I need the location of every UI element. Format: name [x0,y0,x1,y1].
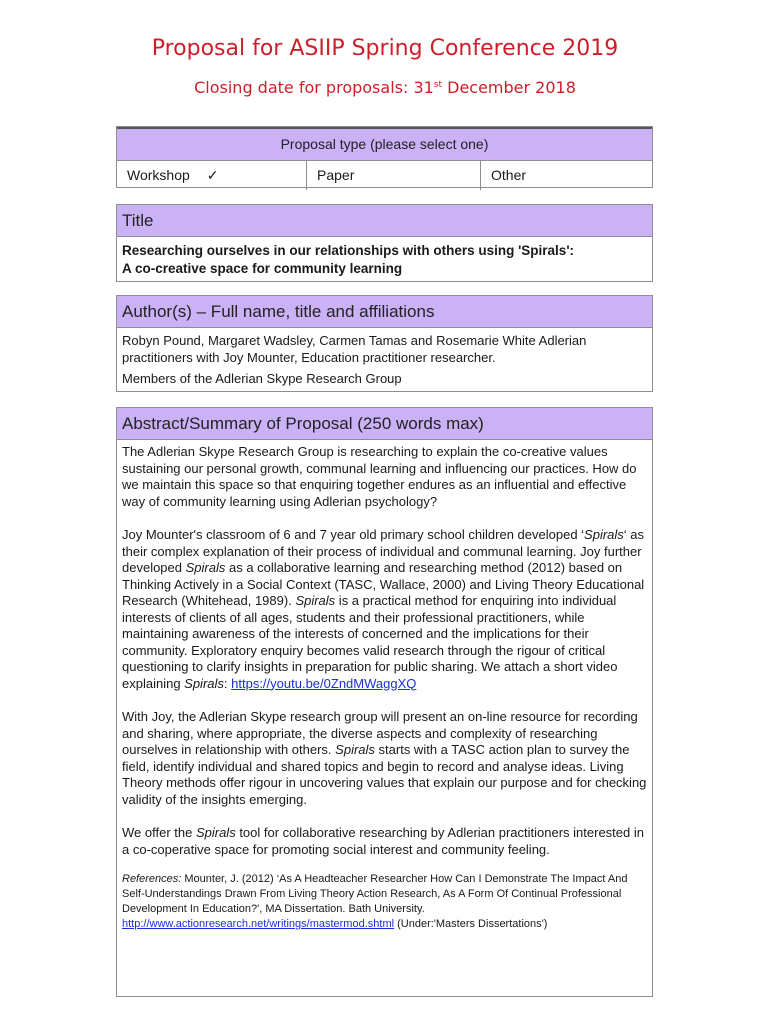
closing-date-ordinal: st [433,80,443,90]
authors-section [116,295,653,392]
closing-date-prefix: Closing date for proposals: 31 [194,78,434,97]
closing-date-suffix: December 2018 [442,78,576,97]
references-tail: (Under:'Masters Dissertations') [394,918,548,930]
option-paper-label: Paper [317,167,355,183]
spirals-term: Spirals [584,527,624,542]
proposal-type-options [117,161,652,190]
abstract-paragraph-1: The Adlerian Skype Research Group is researching to explain the co-creative values sustaining our personal growth, communal learning and influencing our practices. How do we maintain this space so that enquiring together endures as an influential and effective way of community learning using Adlerian psychology? [122,444,637,509]
p2-text-a: Joy Mounter's classroom of 6 and 7 year old primary school children developed ‘ [122,527,585,542]
title-section [116,204,653,282]
p3-text-b: starts with a TASC action plan to survey the field, identify individual and shared topics and begin to record and analyse ideas. Living Theory methods offer rigour in uncovering values that explain our purpose and for checking validity of the insights emerging. [122,742,647,807]
references [122,872,647,932]
authors-line-1: Robyn Pound, Margaret Wadsley, Carmen Tamas and Rosemarie White Adlerian [122,333,587,348]
spirals-term: Spirals [335,742,375,757]
closing-date [0,78,770,97]
spirals-term: Spirals [295,593,336,608]
p4-text-a: We offer the [122,825,196,840]
authors-line-2: practitioners with Joy Mounter, Education practitioner researcher. [122,349,496,365]
p2-text-e: : [223,675,232,691]
title-line-1: Researching ourselves in our relationships with others using 'Spirals': [122,243,575,258]
authors-header: Author(s) – Full name, title and affiliations [117,296,652,328]
proposal-type-table [116,126,653,188]
abstract-section [116,407,653,997]
references-text: Mounter, J. (2012) ‘As A Headteacher Researcher How Can I Demonstrate The Impact And Self-Understandings Drawn From Living Theory Action Research, As A Form Of Continual Professional Development In Education?', MA Dissertation. Bath University. [122,873,628,915]
document-title: Proposal for ASIIP Spring Conference 2019 [151,36,619,61]
p2-text-b: ‘ as their complex explanation of their process of individual and communal learning. Joy further developed [122,527,645,575]
title-text [117,237,652,282]
authors-text [117,328,652,392]
option-workshop-label: Workshop [127,167,190,183]
abstract-paragraph-2 [122,527,647,692]
checkmark-icon: ✓ [206,167,219,183]
abstract-body [117,440,652,936]
references-label: References: [122,873,182,885]
video-link[interactable]: https://youtu.be/0ZndMWaggXQ [231,675,417,691]
title-line-2: A co-creative space for community learning [122,261,403,276]
p2-text-c: as a collaborative learning and researching method (2012) based on Thinking Actively in a Social Context (TASC, Wallace, 2000) and Living Theory Educational Research (Whitehead, 1989). [122,560,645,608]
option-other[interactable] [481,161,652,190]
proposal-type-header: Proposal type (please select one) [117,127,652,161]
option-paper[interactable] [307,161,481,190]
p2-text-d: is a practical method for enquiring into individual interests of clients of all ages, students and their professional practitioners, while maintaining awareness of the interests of concerned and the implications for their community. Exploratory enquiry becomes valid research through the rigour of critical questioning to clarify insights in preparation for public sharing. We attach a short video explaining [122,593,618,691]
title-header: Title [117,205,652,237]
abstract-header: Abstract/Summary of Proposal (250 words max) [117,408,652,440]
option-other-label: Other [491,167,527,183]
authors-line-3: Members of the Adlerian Skype Research Group [122,371,402,386]
abstract-paragraph-4 [122,825,647,858]
p4-text-b: tool for collaborative researching by Adlerian practitioners interested in a co-coperative space for promoting social interest and community feeling. [122,825,644,857]
abstract-paragraph-3 [122,709,647,808]
spirals-term: Spirals [195,825,236,840]
reference-link[interactable]: http://www.actionresearch.net/writings/mastermod.shtml [122,918,395,930]
spirals-term: Spirals [184,675,224,691]
option-workshop[interactable] [117,161,307,190]
spirals-term: Spirals [185,560,226,575]
p3-text-a: With Joy, the Adlerian Skype research group will present an on-line resource for recording and sharing, where appropriate, the diverse aspects and complexity of researching ourselves in relationship with others. [122,709,638,757]
